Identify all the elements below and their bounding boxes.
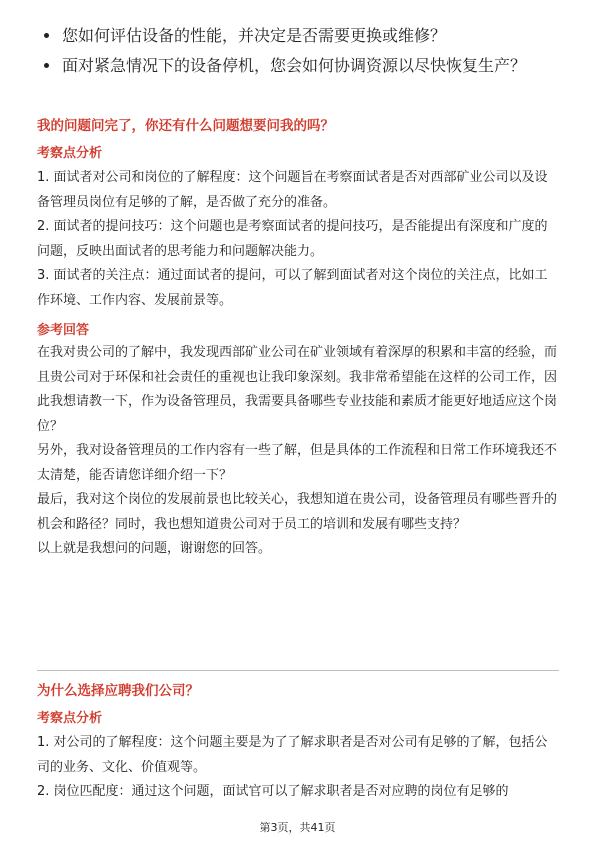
answer-heading: 参考回答 xyxy=(37,323,90,338)
question-1-section xyxy=(37,116,559,562)
question-title: 为什么选择应聘我们公司？ xyxy=(37,683,199,699)
analysis-point: 2. 面试者的提问技巧：这个问题也是考察面试者的提问技巧，是否能提出有深度和广度的问题，反映出面试者的思考能力和问题解决能力。 xyxy=(37,219,548,259)
bullet-icon xyxy=(44,63,49,68)
analysis-heading: 考察点分析 xyxy=(37,146,103,161)
question-2-section xyxy=(37,681,559,805)
section-divider xyxy=(37,670,559,671)
question-title: 我的问题问完了，你还有什么问题想要问我的吗？ xyxy=(37,118,334,134)
page-number: 第3页，共41页 xyxy=(259,821,336,834)
analysis-point: 2. 岗位匹配度：通过这个问题，面试官可以了解求职者是否对应聘的岗位有足够的 xyxy=(37,784,509,799)
analysis-point: 1. 面试者对公司和岗位的了解程度：这个问题旨在考察面试者是否对西部矿业公司以及设备管理员岗位有足够的了解，是否做了充分的准备。 xyxy=(37,170,548,210)
bullet-icon xyxy=(44,33,49,38)
analysis-heading: 考察点分析 xyxy=(37,711,103,726)
answer-paragraph: 以上就是我想问的问题，谢谢您的回答。 xyxy=(37,541,272,556)
list-item xyxy=(40,54,560,78)
analysis-point: 1. 对公司的了解程度：这个问题主要是为了了解求职者是否对公司有足够的了解，包括公司的业务、文化、价值观等。 xyxy=(37,735,548,775)
answer-paragraph: 在我对贵公司的了解中，我发现西部矿业公司在矿业领域有着深厚的积累和丰富的经验，而且贵公司对于环保和社会责任的重视也让我印象深刻。我非常希望能在这样的公司工作，因此我想请教一下，作为设备管理员，我需要具备哪些专业技能和素质才能更好地适应这个岗位？ xyxy=(37,345,558,434)
list-item xyxy=(40,24,560,48)
bullet-list xyxy=(40,24,560,84)
analysis-point: 3. 面试者的关注点：通过面试者的提问，可以了解到面试者对这个岗位的关注点，比如工作环境、工作内容、发展前景等。 xyxy=(37,268,548,308)
bullet-text: 面对紧急情况下的设备停机，您会如何协调资源以尽快恢复生产？ xyxy=(62,56,527,75)
bullet-text: 您如何评估设备的性能，并决定是否需要更换或维修？ xyxy=(62,26,447,45)
answer-paragraph: 最后，我对这个岗位的发展前景也比较关心，我想知道在贵公司，设备管理员有哪些晋升的机会和路径？同时，我也想知道贵公司对于员工的培训和发展有哪些支持？ xyxy=(37,492,558,532)
answer-paragraph: 另外，我对设备管理员的工作内容有一些了解，但是具体的工作流程和日常工作环境我还不太清楚，能否请您详细介绍一下？ xyxy=(37,443,558,483)
